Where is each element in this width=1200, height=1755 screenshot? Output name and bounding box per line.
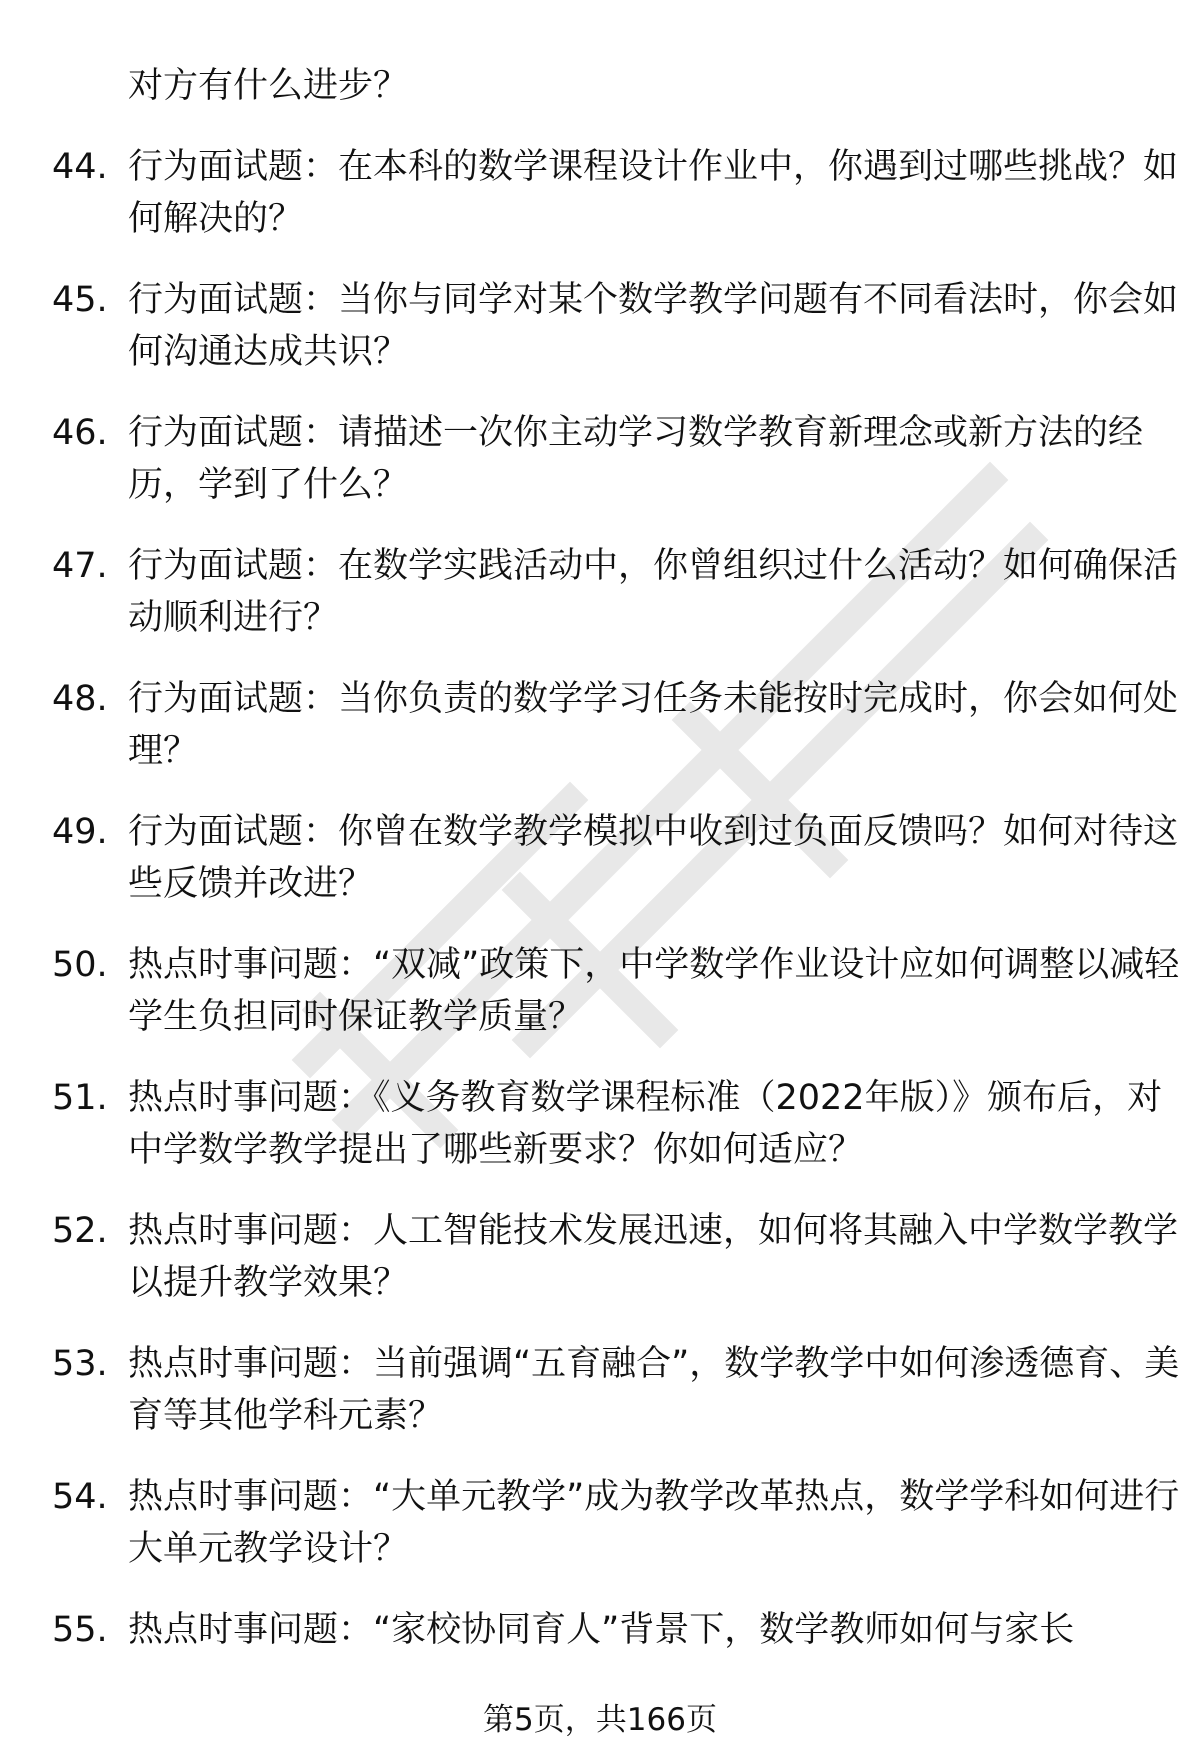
- question-text: 热点时事问题：《义务教育数学课程标准（2022年版）》颁布后，对中学数学教学提出了哪些新要求？你如何适应？: [128, 1078, 1163, 1170]
- question-number: 50.: [52, 945, 108, 985]
- question-number: 48.: [52, 679, 108, 719]
- list-item: [52, 939, 1180, 1043]
- question-number: 47.: [52, 546, 108, 586]
- question-list: [52, 60, 1180, 1685]
- question-number: 44.: [52, 147, 108, 187]
- question-number: 49.: [52, 812, 108, 852]
- question-number: 51.: [52, 1078, 108, 1118]
- question-text: 热点时事问题：人工智能技术发展迅速，如何将其融入中学数学教学以提升教学效果？: [128, 1211, 1179, 1303]
- question-text: 行为面试题：你曾在数学教学模拟中收到过负面反馈吗？如何对待这些反馈并改进？: [128, 812, 1179, 904]
- list-item: [52, 407, 1152, 511]
- list-item: [52, 1338, 1180, 1442]
- question-text: 热点时事问题：当前强调“五育融合”，数学教学中如何渗透德育、美育等其他学科元素？: [128, 1344, 1180, 1436]
- question-number: 54.: [52, 1477, 108, 1517]
- list-item: [52, 274, 1179, 378]
- list-item: [52, 141, 1179, 245]
- question-text: 行为面试题：请描述一次你主动学习数学教育新理念或新方法的经历，学到了什么？: [128, 413, 1144, 505]
- page-footer: 第5页，共166页: [483, 1702, 717, 1738]
- list-item: [52, 1072, 1163, 1176]
- list-item: [52, 1604, 1152, 1656]
- question-text: 行为面试题：当你负责的数学学习任务未能按时完成时，你会如何处理？: [128, 679, 1179, 771]
- question-text: 热点时事问题：“双减”政策下，中学数学作业设计应如何调整以减轻学生负担同时保证教学质量？: [128, 945, 1180, 1037]
- list-item: [52, 1205, 1179, 1309]
- question-text: 行为面试题：在数学实践活动中，你曾组织过什么活动？如何确保活动顺利进行？: [128, 546, 1179, 638]
- question-number: 46.: [52, 413, 108, 453]
- list-item: [52, 1471, 1180, 1575]
- question-text: 热点时事问题：“家校协同育人”背景下，数学教师如何与家长: [128, 1610, 1075, 1650]
- question-number: 52.: [52, 1211, 108, 1251]
- question-text: 热点时事问题：“大单元教学”成为教学改革热点，数学学科如何进行大单元教学设计？: [128, 1477, 1180, 1569]
- question-number: 53.: [52, 1344, 108, 1384]
- question-text: 对方有什么进步？: [128, 66, 409, 106]
- list-item: [52, 806, 1179, 910]
- list-item-continuation: [52, 60, 1152, 112]
- question-text: 行为面试题：当你与同学对某个数学教学问题有不同看法时，你会如何沟通达成共识？: [128, 280, 1179, 372]
- question-number: 55.: [52, 1610, 108, 1650]
- list-item: [52, 540, 1179, 644]
- list-item: [52, 673, 1179, 777]
- question-number: 45.: [52, 280, 108, 320]
- question-text: 行为面试题：在本科的数学课程设计作业中，你遇到过哪些挑战？如何解决的？: [128, 147, 1179, 239]
